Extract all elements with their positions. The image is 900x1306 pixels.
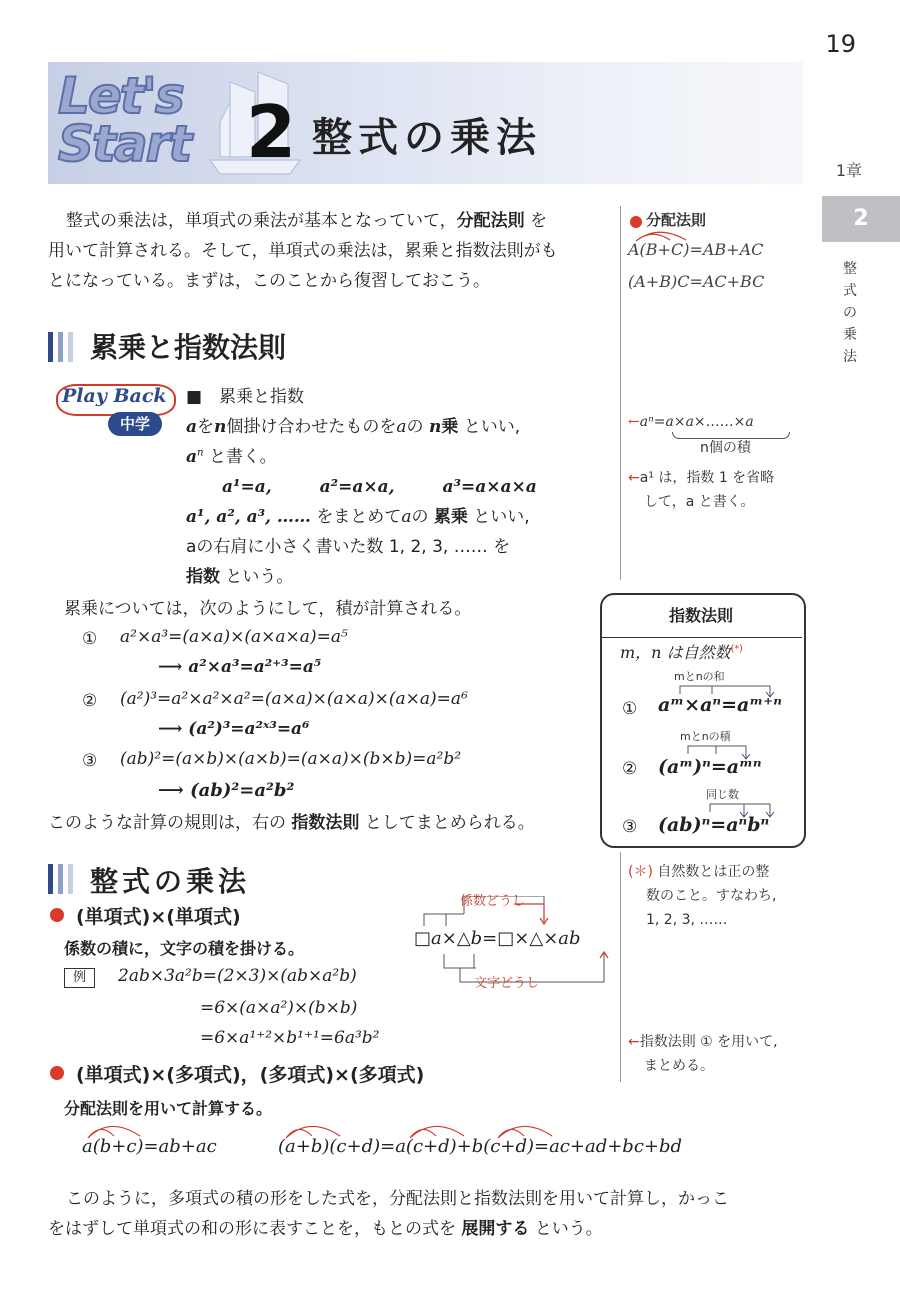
heading-bar-icon xyxy=(58,864,63,894)
bullet-icon xyxy=(50,1066,64,1080)
margin-divider xyxy=(620,206,621,580)
calc-3a: (ab)²=(a×b)×(a×b)=(a×a)×(b×b)=a²b² xyxy=(120,749,462,769)
diagram-coefficient-label: 係数どうし xyxy=(460,894,526,909)
page-number: 19 xyxy=(825,30,856,58)
law-num: ② xyxy=(622,759,638,779)
bullet-icon xyxy=(630,216,642,228)
mono-poly-desc: 分配法則を用いて計算する。 xyxy=(64,1099,273,1118)
exponent-law-2: (aᵐ)ⁿ=aᵐⁿ xyxy=(658,756,762,778)
margin-power-under: n個の積 xyxy=(700,440,751,456)
law-num: ③ xyxy=(622,817,638,837)
vertical-title-char: 法 xyxy=(843,349,857,365)
section-number: 2 xyxy=(246,90,297,174)
section-heading-multiplication: 整式の乗法 xyxy=(90,865,251,898)
example-line-1: 2ab×3a²b=(2×3)×(ab×a²b) xyxy=(118,966,357,986)
margin-power-note: ←a¹ は，指数 1 を省略 して，a と書く。 xyxy=(628,470,775,510)
calc-2a: (a²)³=a²×a²×a²=(a×a)×(a×a)×(a×a)=a⁶ xyxy=(120,689,468,709)
vertical-title-char: 乗 xyxy=(843,327,857,343)
exponent-law-condition: m，n は自然数(*) xyxy=(620,643,743,662)
section-heading-powers: 累乗と指数法則 xyxy=(90,331,287,364)
heading-bar-icon xyxy=(68,332,73,362)
heading-bar-icon xyxy=(48,332,53,362)
playback-badge: Play Back xyxy=(62,385,167,407)
margin-distributive-eq2: (A+B)C=AC+BC xyxy=(628,272,765,291)
vertical-title-char: の xyxy=(843,305,857,321)
calc-num: ② xyxy=(82,691,98,711)
intro-paragraph: 整式の乗法は，単項式の乗法が基本となっていて，分配法則 を 用いて計算される。そして，単項式の乗法は，累乗と指数法則がも とになっている。まずは，このことから復習しておこう。 xyxy=(48,211,558,291)
distribution-eq-2: (a+b)(c+d)=a(c+d)+b(c+d)=ac+ad+bc+bd xyxy=(278,1136,683,1157)
margin-law-use-note: ←指数法則 ① を用いて, まとめる。 xyxy=(628,1034,778,1074)
level-badge: 中学 xyxy=(108,412,162,436)
calc-1b: ⟶ a²×a³=a²⁺³=a⁵ xyxy=(158,657,322,677)
diagram-letter-label: 文字どうし xyxy=(474,976,540,991)
calc-intro: 累乗については，次のようにして，積が計算される。 xyxy=(64,599,472,619)
annotation: 同じ数 xyxy=(706,788,739,801)
margin-distributive-eq1: A(B+C)=AB+AC xyxy=(628,240,764,259)
annotation: mとnの和 xyxy=(674,670,725,683)
heading-bar-icon xyxy=(58,332,63,362)
chapter-tab: 2 xyxy=(822,196,900,242)
mono-poly-title: (単項式)×(多項式)，(多項式)×(多項式) xyxy=(76,1064,425,1086)
annotation: mとnの積 xyxy=(680,730,731,743)
example-label: 例 xyxy=(64,968,95,988)
arrow-icon xyxy=(630,228,710,242)
calc-1a: a²×a³=(a×a)×(a×a×a)=a⁵ xyxy=(120,627,348,647)
exponent-law-3: (ab)ⁿ=aⁿbⁿ xyxy=(658,814,770,836)
margin-natural-note: (＊) 自然数とは正の整 数のこと。すなわち, 1, 2, 3, …… xyxy=(628,864,777,928)
margin-distributive-title: 分配法則 xyxy=(646,211,707,229)
coefficient-equation: □a×△b=□×△×ab xyxy=(414,928,581,949)
exponent-law-1: aᵐ×aⁿ=aᵐ⁺ⁿ xyxy=(658,694,782,716)
exponent-law-title: 指数法則 xyxy=(668,606,733,625)
mono-mono-title: (単項式)×(単項式) xyxy=(76,906,241,928)
calc-3b: ⟶ (ab)²=a²b² xyxy=(158,780,295,801)
vertical-title-char: 整 xyxy=(843,261,857,277)
distribution-eq-1: a(b+c)=ab+ac xyxy=(82,1136,217,1157)
law-num: ① xyxy=(622,699,638,719)
lets-start-logo: Let's Start xyxy=(58,67,191,173)
review-block: ■ 累乗と指数 aをn個掛け合わせたものをaの n乗 といい, $a^n$ と書く。 a¹=a, a²=a×a, a³=a×a×a a¹, a², a³, …… をまとめてaの 累乗 といい, aの右肩に小さく書いた数 1, 2, 3, …… を 指数 という。 xyxy=(186,387,537,587)
chapter-label: 1章 xyxy=(835,161,862,180)
heading-bar-icon xyxy=(68,864,73,894)
calc-num: ① xyxy=(82,629,98,649)
calc-conclusion: このような計算の規則は，右の 指数法則 としてまとめられる。 xyxy=(48,813,535,833)
bullet-icon xyxy=(50,908,64,922)
calc-2b: ⟶ (a²)³=a²ˣ³=a⁶ xyxy=(158,719,310,739)
example-line-3: =6×a¹⁺²×b¹⁺¹=6a³b² xyxy=(200,1028,380,1048)
closing-paragraph: このように，多項式の積の形をした式を，分配法則と指数法則を用いて計算し，かっこ をはずして単項式の和の形に表すことを，もとの式を 展開する という。 xyxy=(48,1189,729,1239)
vertical-title-char: 式 xyxy=(843,283,857,299)
mono-mono-desc: 係数の積に，文字の積を掛ける。 xyxy=(64,939,305,958)
heading-bar-icon xyxy=(48,864,53,894)
example-line-2: =6×(a×a²)×(b×b) xyxy=(200,998,358,1018)
page-title: 整式の乗法 xyxy=(312,115,542,161)
calc-num: ③ xyxy=(82,751,98,771)
margin-power-eq: ←aⁿ=a×a×……×a xyxy=(628,414,754,430)
